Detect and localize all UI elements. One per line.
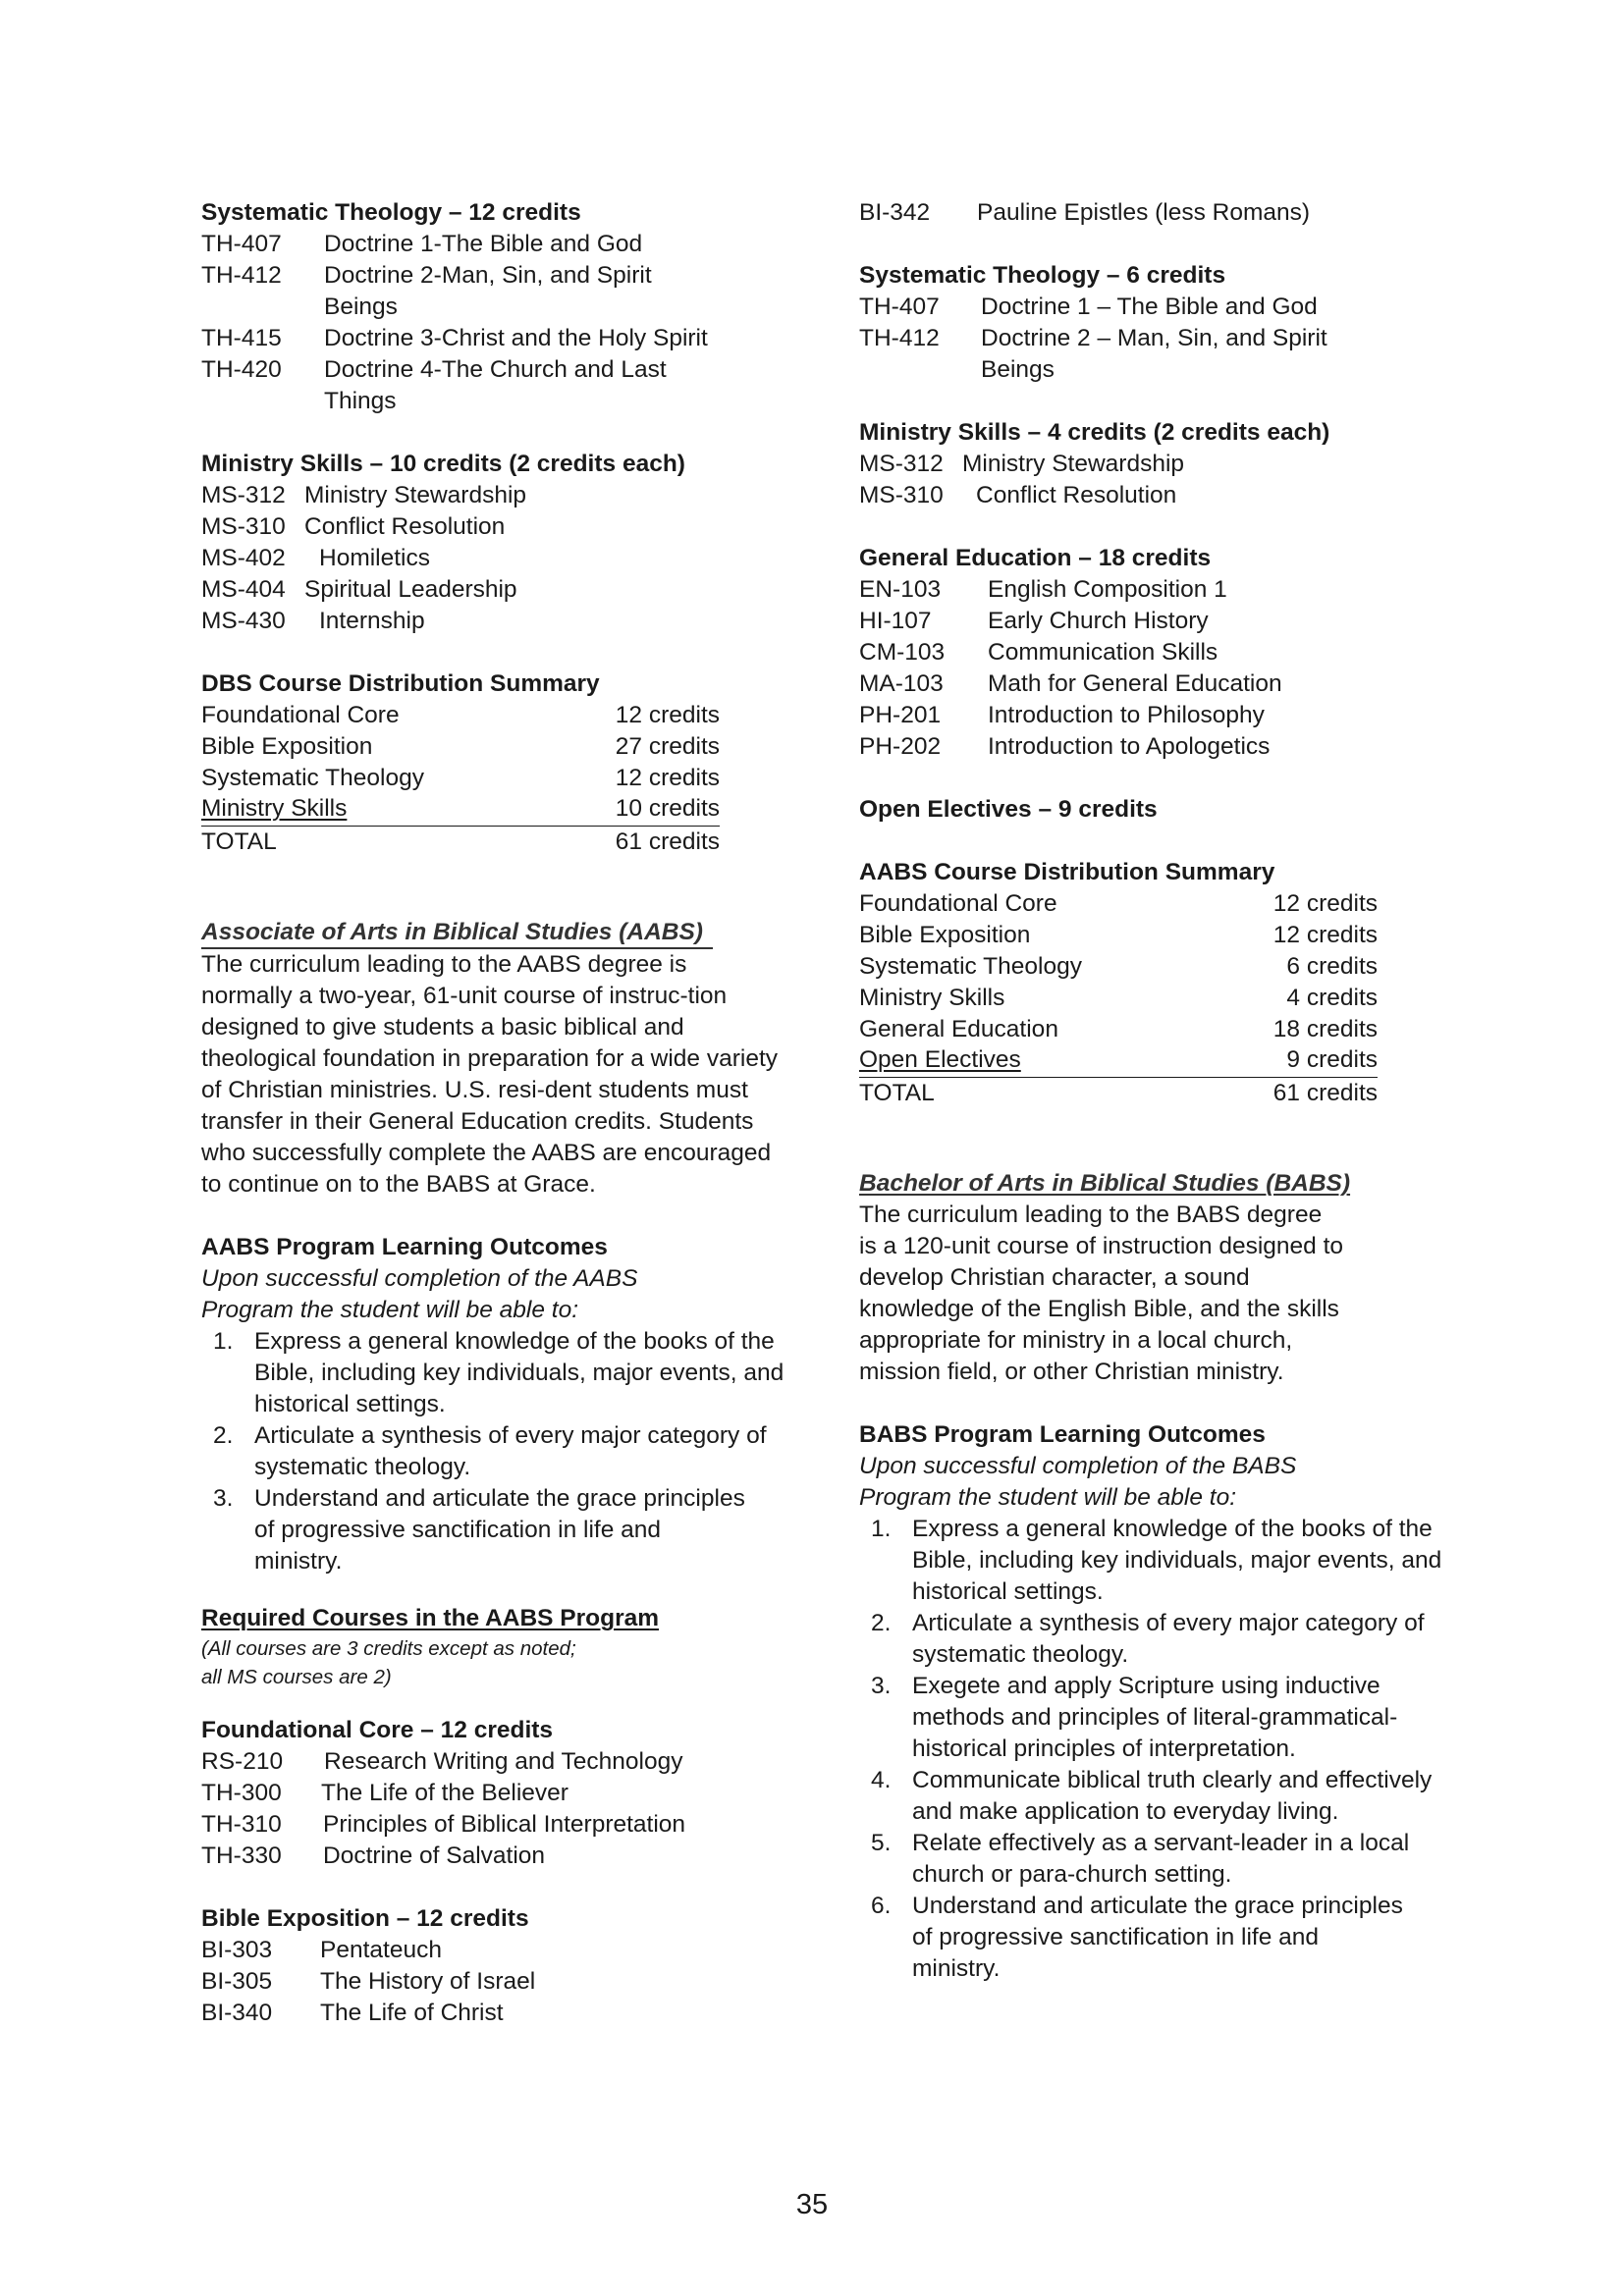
summary-value: 10 credits <box>615 795 720 822</box>
course-row <box>201 229 790 260</box>
list-number: 1. <box>213 1328 234 1355</box>
course-code: TH-415 <box>201 325 282 351</box>
list-number: 6. <box>871 1893 892 1919</box>
list-item <box>859 1891 1443 1985</box>
course-title: Pauline Epistles (less Romans) <box>977 199 1311 226</box>
summary-label: Open Electives <box>859 1046 1021 1073</box>
course-row <box>201 511 790 543</box>
course-title: Introduction to Apologetics <box>988 733 1271 760</box>
general-education-heading: General Education – 18 credits <box>859 545 1212 571</box>
summary-total-value: 61 credits <box>615 828 720 855</box>
course-row <box>201 1778 790 1809</box>
aabs-required-courses-heading: Required Courses in the AABS Program <box>201 1605 660 1631</box>
summary-value: 12 credits <box>615 765 720 791</box>
course-row <box>859 668 1448 700</box>
foundational-core-heading: Foundational Core – 12 credits <box>201 1717 554 1743</box>
open-electives-heading: Open Electives – 9 credits <box>859 796 1158 823</box>
course-row <box>859 292 1448 323</box>
course-row <box>859 323 1448 386</box>
list-number: 3. <box>871 1673 892 1699</box>
course-title: Doctrine 3-Christ and the Holy Spirit <box>324 325 708 351</box>
summary-value: 4 credits <box>1286 985 1378 1011</box>
course-row <box>201 480 790 511</box>
course-row <box>859 449 1448 480</box>
course-title: Homiletics <box>319 545 430 571</box>
course-title: The History of Israel <box>320 1968 536 1995</box>
summary-value: 6 credits <box>1286 953 1378 980</box>
course-row <box>201 574 790 606</box>
list-item <box>859 1514 1443 1608</box>
summary-label: Foundational Core <box>859 890 1057 917</box>
course-title: Research Writing and Technology <box>324 1748 683 1775</box>
list-text: Understand and articulate the grace principles of progressive sanctification in life and ministry. <box>254 1485 745 1575</box>
course-row <box>859 700 1448 731</box>
summary-value: 9 credits <box>1286 1046 1378 1073</box>
course-row <box>201 1746 790 1778</box>
summary-row <box>859 1014 1378 1045</box>
summary-row <box>201 700 720 731</box>
summary-row <box>859 951 1378 983</box>
summary-value: 18 credits <box>1272 1016 1378 1042</box>
summary-label: Ministry Skills <box>201 795 348 822</box>
course-row <box>859 731 1448 763</box>
summary-row <box>201 763 720 794</box>
aabs-outcomes-intro: Upon successful completion of the AABS Program the student will be able to: <box>201 1265 638 1323</box>
course-title: Conflict Resolution <box>976 482 1177 508</box>
course-row <box>859 197 1448 229</box>
summary-row <box>201 731 720 763</box>
page-number: 35 <box>795 2189 829 2220</box>
aabs-program-title: Associate of Arts in Biblical Studies (AABS) <box>201 918 713 949</box>
bible-exposition-heading: Bible Exposition – 12 credits <box>201 1905 529 1932</box>
summary-total-value: 61 credits <box>1272 1080 1378 1106</box>
course-title: Math for General Education <box>988 670 1282 697</box>
course-row <box>859 574 1448 606</box>
course-title: Doctrine 1-The Bible and God <box>324 231 643 257</box>
summary-label: Foundational Core <box>201 702 400 728</box>
list-item <box>859 1671 1443 1765</box>
course-code: MA-103 <box>859 670 944 697</box>
course-code: BI-340 <box>201 2000 273 2026</box>
summary-row <box>859 920 1378 951</box>
summary-value: 12 credits <box>615 702 720 728</box>
aabs-outcomes-heading: AABS Program Learning Outcomes <box>201 1234 608 1260</box>
course-code: TH-310 <box>201 1811 282 1838</box>
list-number: 4. <box>871 1767 892 1793</box>
summary-label: Bible Exposition <box>859 922 1031 948</box>
course-title: Doctrine 2-Man, Sin, and Spirit Beings <box>324 262 652 320</box>
description-line: The curriculum leading to the BABS degree <box>859 1201 1323 1228</box>
list-item <box>201 1483 785 1577</box>
ministry-skills-heading: Ministry Skills – 10 credits (2 credits each) <box>201 451 685 477</box>
description-line: knowledge of the English Bible, and the skills <box>859 1296 1339 1322</box>
course-row <box>201 1966 790 1998</box>
course-row <box>201 1809 790 1841</box>
course-row <box>201 1998 790 2029</box>
course-code: MS-430 <box>201 608 286 634</box>
course-row <box>201 323 790 354</box>
course-row <box>201 260 790 323</box>
aabs-summary-heading: AABS Course Distribution Summary <box>859 859 1275 885</box>
summary-total-row <box>859 1078 1378 1109</box>
summary-value: 27 credits <box>615 733 720 760</box>
summary-row <box>201 794 720 827</box>
course-code: PH-201 <box>859 702 942 728</box>
dbs-summary-table <box>201 700 720 858</box>
description-line: appropriate for ministry in a local church, <box>859 1327 1293 1354</box>
course-title: Doctrine 2 – Man, Sin, and Spirit Beings <box>981 325 1327 383</box>
summary-row <box>859 1045 1378 1078</box>
aabs-outcomes-list <box>201 1326 785 1577</box>
required-note-line-1: (All courses are 3 credits except as noted; <box>201 1637 576 1660</box>
course-code: HI-107 <box>859 608 932 634</box>
course-title: Doctrine 1 – The Bible and God <box>981 294 1318 320</box>
summary-label: Bible Exposition <box>201 733 373 760</box>
list-text: Communicate biblical truth clearly and effectively and make application to everyday living. <box>912 1767 1433 1825</box>
summary-value: 12 credits <box>1272 890 1378 917</box>
required-note-line-2: all MS courses are 2) <box>201 1666 392 1688</box>
course-code: MS-312 <box>859 451 944 477</box>
summary-row <box>859 983 1378 1014</box>
list-text: Articulate a synthesis of every major category of systematic theology. <box>912 1610 1425 1668</box>
summary-total-label: TOTAL <box>201 828 277 855</box>
course-code: MS-404 <box>201 576 286 603</box>
course-code: TH-412 <box>859 325 940 351</box>
course-code: BI-303 <box>201 1937 273 1963</box>
course-row <box>201 1935 790 1966</box>
summary-total-row <box>201 827 720 858</box>
description-line: is a 120-unit course of instruction designed to <box>859 1233 1344 1259</box>
babs-description <box>859 1200 1448 1388</box>
course-code: PH-202 <box>859 733 942 760</box>
left-column <box>201 197 790 2029</box>
list-item <box>859 1828 1443 1891</box>
course-code: MS-312 <box>201 482 286 508</box>
course-title: Ministry Stewardship <box>962 451 1185 477</box>
course-code: TH-407 <box>201 231 282 257</box>
list-number: 3. <box>213 1485 234 1512</box>
summary-label: Systematic Theology <box>859 953 1082 980</box>
summary-value: 12 credits <box>1272 922 1378 948</box>
dbs-summary-heading: DBS Course Distribution Summary <box>201 670 600 697</box>
course-code: TH-407 <box>859 294 940 320</box>
course-code: BI-305 <box>201 1968 273 1995</box>
list-number: 2. <box>871 1610 892 1636</box>
systematic-theology-heading: Systematic Theology – 12 credits <box>201 199 581 226</box>
course-title: Internship <box>319 608 425 634</box>
course-code: MS-310 <box>859 482 944 508</box>
course-code: TH-412 <box>201 262 282 289</box>
course-title: Spiritual Leadership <box>304 576 517 603</box>
systematic-theology-heading: Systematic Theology – 6 credits <box>859 262 1226 289</box>
course-title: Communication Skills <box>988 639 1218 666</box>
babs-outcomes-heading: BABS Program Learning Outcomes <box>859 1421 1266 1448</box>
list-number: 2. <box>213 1422 234 1449</box>
course-code: TH-330 <box>201 1842 282 1869</box>
course-code: RS-210 <box>201 1748 284 1775</box>
list-item <box>859 1608 1443 1671</box>
aabs-description: The curriculum leading to the AABS degree is normally a two-year, 61-unit course of instruc-tion designed to give students a basic biblical and theological foundation in preparation for a wide variety of Christian ministries. U.S. resi-dent students must transfer in their General Education credits. Students who successfully complete the AABS are encouraged to continue on to the BABS at Grace. <box>201 951 779 1198</box>
course-row <box>859 637 1448 668</box>
course-code: TH-300 <box>201 1780 282 1806</box>
list-item <box>201 1326 785 1420</box>
course-title: Pentateuch <box>320 1937 442 1963</box>
list-text: Relate effectively as a servant-leader in a local church or para-church setting. <box>912 1830 1410 1888</box>
course-row <box>201 1841 790 1872</box>
list-text: Articulate a synthesis of every major category of systematic theology. <box>254 1422 767 1480</box>
summary-label: General Education <box>859 1016 1058 1042</box>
list-text: Exegete and apply Scripture using inductive methods and principles of literal-grammatical-historical principles of interpretation. <box>912 1673 1398 1762</box>
description-line: develop Christian character, a sound <box>859 1264 1250 1291</box>
list-number: 1. <box>871 1516 892 1542</box>
right-column <box>859 197 1448 1985</box>
course-code: MS-402 <box>201 545 286 571</box>
course-title: Principles of Biblical Interpretation <box>323 1811 686 1838</box>
course-row <box>201 543 790 574</box>
summary-total-label: TOTAL <box>859 1080 935 1106</box>
course-title: Doctrine 4-The Church and Last Things <box>324 356 667 414</box>
list-text: Express a general knowledge of the books of the Bible, including key individuals, major events, and historical settings. <box>254 1328 785 1417</box>
babs-outcomes-list <box>859 1514 1443 1985</box>
list-text: Understand and articulate the grace principles of progressive sanctification in life and ministry. <box>912 1893 1403 1982</box>
summary-label: Ministry Skills <box>859 985 1005 1011</box>
course-title: The Life of the Believer <box>321 1780 568 1806</box>
course-row <box>859 606 1448 637</box>
description-line: mission field, or other Christian ministry. <box>859 1359 1284 1385</box>
course-title: English Composition 1 <box>988 576 1227 603</box>
babs-program-title: Bachelor of Arts in Biblical Studies (BABS) <box>859 1170 1351 1197</box>
list-item <box>859 1765 1443 1828</box>
aabs-summary-table <box>859 888 1378 1109</box>
course-code: MS-310 <box>201 513 286 540</box>
course-title: The Life of Christ <box>320 2000 504 2026</box>
course-title: Introduction to Philosophy <box>988 702 1265 728</box>
course-title: Ministry Stewardship <box>304 482 527 508</box>
course-code: EN-103 <box>859 576 942 603</box>
course-code: CM-103 <box>859 639 946 666</box>
course-row <box>201 606 790 637</box>
babs-outcomes-intro: Upon successful completion of the BABS Program the student will be able to: <box>859 1453 1297 1511</box>
course-code: BI-342 <box>859 199 931 226</box>
summary-label: Systematic Theology <box>201 765 424 791</box>
course-title: Early Church History <box>988 608 1209 634</box>
list-item <box>201 1420 785 1483</box>
summary-row <box>859 888 1378 920</box>
ministry-skills-heading: Ministry Skills – 4 credits (2 credits each) <box>859 419 1330 446</box>
list-text: Express a general knowledge of the books of the Bible, including key individuals, major events, and historical settings. <box>912 1516 1442 1605</box>
course-title: Conflict Resolution <box>304 513 506 540</box>
course-row <box>201 354 790 417</box>
course-code: TH-420 <box>201 356 282 383</box>
list-number: 5. <box>871 1830 892 1856</box>
course-row <box>859 480 1448 511</box>
course-title: Doctrine of Salvation <box>323 1842 546 1869</box>
